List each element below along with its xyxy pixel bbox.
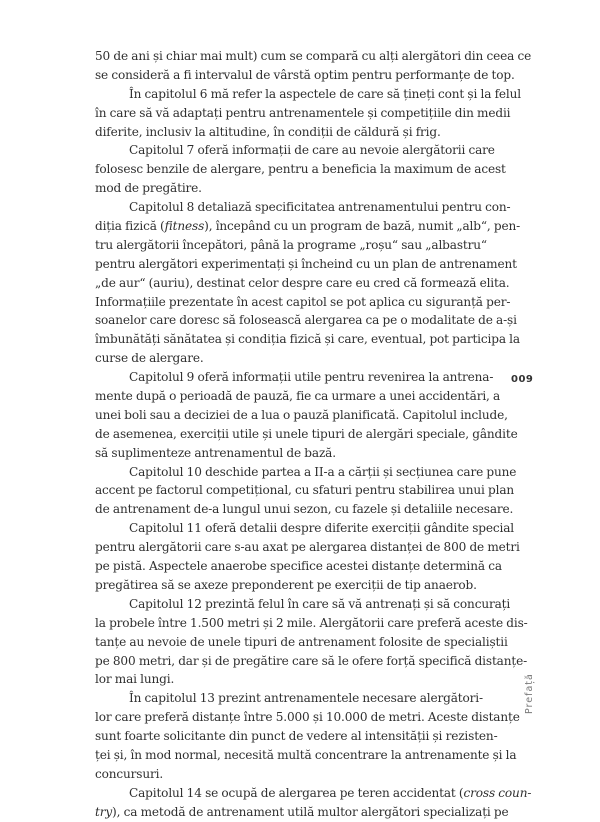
text-line: Capitolul 12 prezintă felul în care să vă antrenați și să concurați	[129, 596, 511, 611]
text-line: diferite, inclusiv la altitudine, în condiții de căldură și frig.	[95, 124, 441, 139]
text-line: diția fizică (fitness), începând cu un program de bază, numit „alb“, pen-	[95, 219, 521, 234]
text-line: try), ca metodă de antrenament utilă multor alergători specializați pe	[95, 804, 509, 819]
text-line: „de aur“ (auriu), destinat celor despre care eu cred că formează elita.	[95, 275, 510, 290]
text-line: îmbunătăți sănătatea și condiția fizică și care, eventual, pot participa la	[95, 332, 520, 347]
text-line: Capitolul 10 deschide partea a II-a a cărții și secțiunea care pune	[129, 464, 517, 479]
text-line: folosesc benzile de alergare, pentru a beneficia la maximum de acest	[95, 162, 506, 177]
text-line: Informațiile prezentate în acest capitol se pot aplica cu siguranță per-	[95, 294, 511, 309]
text-line: Capitolul 8 detaliază specificitatea antrenamentului pentru con-	[129, 200, 511, 215]
text-line: să suplimenteze antrenamentul de bază.	[95, 445, 336, 460]
text-line: mente după o perioadă de pauză, fie ca urmare a unei accidentări, a	[95, 389, 501, 404]
text-line: se consideră a fi intervalul de vârstă optim pentru performanțe de top.	[95, 67, 515, 82]
text-line: în care să vă adaptați pentru antrenamentele și competițiile din medii	[95, 105, 511, 120]
text-line: 50 de ani și chiar mai mult) cum se compară cu alți alergători din ceea ce	[95, 49, 532, 63]
text-line: pentru alergători experimentați și încheind cu un plan de antrenament	[95, 256, 517, 271]
text-line: de asemenea, exerciții utile și unele tipuri de alergări speciale, gândite	[95, 426, 518, 441]
text-line: tru alergătorii începători, până la programe „roșu“ sau „albastru“	[95, 237, 487, 252]
text-line: concursuri.	[95, 766, 164, 781]
text-line: Capitolul 11 oferă detalii despre diferite exerciții gândite special	[129, 521, 514, 536]
page-number: 009	[511, 374, 534, 385]
text-line: unei boli sau a deciziei de a lua o pauză planificată. Capitolul include,	[95, 407, 508, 422]
text-line: Capitolul 9 oferă informații utile pentru revenirea la antrena-	[129, 370, 494, 385]
text-line: În capitolul 6 mă refer la aspectele de care să țineți cont și la felul	[129, 86, 521, 101]
text-line: curse de alergare.	[95, 351, 204, 366]
text-line: pe pistă. Aspectele anaerobe specifice acestei distanțe determină ca	[95, 559, 502, 574]
text-line: accent pe factorul competițional, cu sfaturi pentru stabilirea unui plan	[95, 483, 515, 498]
text-line: tanțe au nevoie de unele tipuri de antrenament folosite de specialiștii	[95, 634, 508, 649]
text-line: pe 800 metri, dar și de pregătire care să le ofere forță specifică distanțe-	[95, 653, 528, 668]
text-line: lor care preferă distanțe între 5.000 și 10.000 de metri. Aceste distanțe	[95, 710, 520, 725]
text-line: de antrenament de-a lungul unui sezon, cu fazele și detaliile necesare.	[95, 502, 514, 517]
text-line: la probele între 1.500 metri și 2 mile. Alergătorii care preferă aceste dis-	[95, 615, 528, 630]
text-line: Capitolul 14 se ocupă de alergarea pe teren accidentat (cross coun-	[129, 785, 532, 800]
text-line: În capitolul 13 prezint antrenamentele necesare alergători-	[129, 691, 483, 706]
text-line: sunt foarte solicitante din punct de vedere al intensității și rezisten-	[95, 729, 498, 744]
text-line: pregătirea să se axeze preponderent pe exerciții de tip anaerob.	[95, 577, 477, 592]
text-line: soanelor care doresc să folosească alergarea ca pe o modalitate de a-și	[95, 313, 517, 328]
text-line: Capitolul 7 oferă informații de care au nevoie alergătorii care	[129, 143, 495, 158]
text-line: mod de pregătire.	[95, 181, 202, 196]
text-line: lor mai lungi.	[95, 672, 175, 687]
text-line: pentru alergătorii care s-au axat pe alergarea distanței de 800 de metri	[95, 540, 520, 555]
running-head: Prefață	[524, 673, 535, 714]
text-line: ței și, în mod normal, necesită multă concentrare la antrenamente și la	[95, 747, 517, 762]
